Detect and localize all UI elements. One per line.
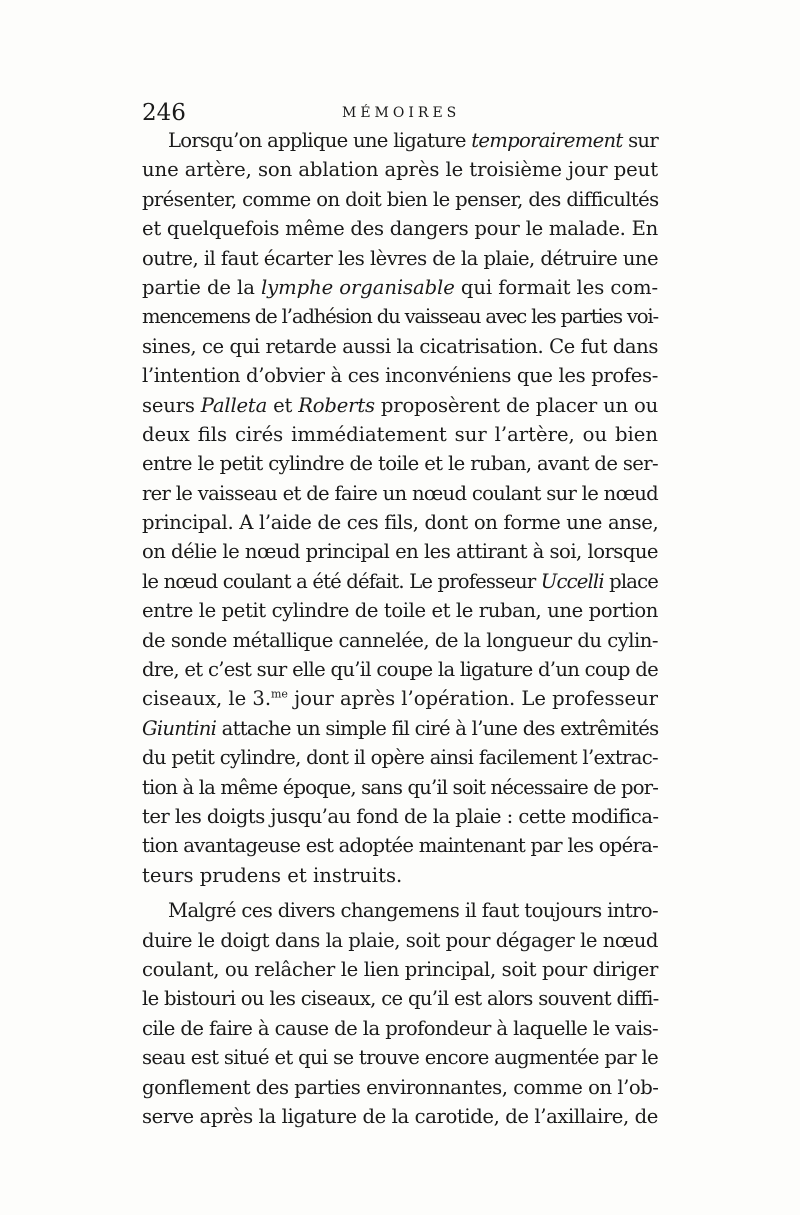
text-segment: sur bbox=[622, 129, 658, 152]
text-line bbox=[142, 773, 658, 802]
paragraph bbox=[142, 896, 658, 1131]
text-segment: coulant, ou relâcher le lien principal, soit pour diriger bbox=[142, 957, 658, 981]
text-line bbox=[142, 302, 658, 331]
text-segment: on délie le nœud principal en les attirant à soi, lorsque bbox=[142, 540, 658, 564]
text-line bbox=[142, 155, 658, 184]
text-line bbox=[142, 1043, 658, 1072]
text-line bbox=[142, 420, 658, 449]
italic-name: Uccelli bbox=[540, 569, 604, 593]
text-segment: le bistouri ou les ciseaux, ce qu’il est alors souvent diffi- bbox=[142, 987, 659, 1011]
text-line bbox=[142, 926, 658, 955]
text-segment: sines, ce qui retarde aussi la cicatrisation. Ce fut dans bbox=[142, 334, 658, 358]
text-line bbox=[142, 449, 658, 478]
text-segment: jour après l’opération. Le professeur bbox=[287, 687, 658, 711]
text-line bbox=[142, 714, 658, 743]
text-segment: du petit cylindre, dont il opère ainsi facilement l’extrac- bbox=[142, 746, 658, 770]
text-line bbox=[142, 391, 658, 420]
text-segment: tion avantageuse est adoptée maintenant par les opéra- bbox=[142, 834, 659, 858]
text-line bbox=[142, 596, 658, 625]
text-line bbox=[142, 126, 658, 155]
text-segment: entre le petit cylindre de toile et le ruban, une portion bbox=[142, 599, 658, 623]
text-line bbox=[142, 1014, 658, 1043]
text-segment: place bbox=[603, 569, 658, 593]
text-line bbox=[142, 861, 658, 890]
text-segment: mencemens de l’adhésion du vaisseau avec les parties voi- bbox=[142, 305, 658, 329]
text-segment: seurs bbox=[142, 393, 201, 417]
text-line bbox=[142, 185, 658, 214]
text-line bbox=[142, 1102, 658, 1131]
text-segment: tion à la même époque, sans qu’il soit nécessaire de por- bbox=[142, 775, 658, 799]
text-line bbox=[142, 626, 658, 655]
italic-name: Roberts bbox=[298, 393, 375, 417]
text-segment: principal. A l’aide de ces fils, dont on forme une anse, bbox=[142, 511, 659, 535]
text-line bbox=[142, 684, 658, 713]
text-segment: entre le petit cylindre de toile et le ruban, avant de ser- bbox=[142, 452, 658, 476]
text-segment: ter les doigts jusqu’au fond de la plaie : cette modifica- bbox=[142, 804, 659, 828]
text-segment: le nœud coulant a été défait. Le professeur bbox=[142, 569, 541, 593]
text-line bbox=[142, 743, 658, 772]
text-segment: teurs prudens et instruits. bbox=[142, 863, 403, 887]
text-segment: une artère, son ablation après le troisième jour peut bbox=[142, 158, 658, 182]
text-segment: partie de la bbox=[142, 275, 261, 299]
text-segment: présenter, comme on doit bien le penser, des difficultés bbox=[142, 187, 659, 211]
text-segment: l’intention d’obvier à ces inconvéniens que les profes- bbox=[142, 364, 658, 388]
text-segment: ciseaux, le 3. bbox=[142, 687, 272, 711]
superscript: me bbox=[271, 687, 288, 701]
text-segment: Malgré ces divers changemens il faut toujours intro- bbox=[168, 899, 658, 923]
text-line bbox=[142, 361, 658, 390]
text-line bbox=[142, 567, 658, 596]
italic-name: Palleta bbox=[200, 393, 268, 417]
text-segment: rer le vaisseau et de faire un nœud coulant sur le nœud bbox=[142, 481, 658, 505]
text-segment: duire le doigt dans la plaie, soit pour dégager le nœud bbox=[142, 928, 658, 952]
text-line bbox=[142, 244, 658, 273]
text-line bbox=[142, 273, 658, 302]
text-segment: cile de faire à cause de la profondeur à laquelle le vais- bbox=[142, 1016, 658, 1040]
text-segment: proposèrent de placer un ou bbox=[374, 393, 658, 417]
text-segment: deux fils cirés immédiatement sur l’artère, ou bien bbox=[142, 422, 658, 446]
page-number: 246 bbox=[142, 100, 186, 126]
text-segment: attache un simple fil ciré à l’une des extrêmités bbox=[216, 716, 659, 740]
text-line bbox=[142, 896, 658, 925]
italic-name: Giuntini bbox=[142, 716, 217, 740]
text-segment: outre, il faut écarter les lèvres de la plaie, détruire une bbox=[142, 246, 658, 270]
text-segment: serve après la ligature de la carotide, de l’axillaire, de bbox=[142, 1104, 658, 1128]
italic-name: lymphe organisable bbox=[260, 275, 455, 299]
text-segment: de sonde métallique cannelée, de la longueur du cylin- bbox=[142, 628, 658, 652]
italic-name: temporairement bbox=[471, 129, 623, 152]
running-head: MÉMOIRES bbox=[342, 105, 461, 121]
text-line bbox=[142, 802, 658, 831]
text-line bbox=[142, 332, 658, 361]
text-line bbox=[142, 508, 658, 537]
paragraph bbox=[142, 126, 658, 890]
text-line bbox=[142, 479, 658, 508]
text-line bbox=[142, 214, 658, 243]
text-line bbox=[142, 984, 658, 1013]
text-line bbox=[142, 1073, 658, 1102]
text-line bbox=[142, 831, 658, 860]
text-segment: seau est situé et qui se trouve encore augmentée par le bbox=[142, 1046, 658, 1070]
text-segment: qui formait les com- bbox=[454, 275, 658, 299]
text-segment: Lorsqu’on applique une ligature bbox=[168, 129, 472, 152]
text-segment: gonflement des parties environnantes, comme on l’ob- bbox=[142, 1075, 659, 1099]
text-segment: et bbox=[267, 393, 299, 417]
page-header bbox=[142, 100, 662, 126]
text-line bbox=[142, 955, 658, 984]
text-segment: et quelquefois même des dangers pour le malade. En bbox=[142, 217, 658, 241]
body-text bbox=[142, 126, 658, 1131]
text-line bbox=[142, 537, 658, 566]
text-segment: dre, et c’est sur elle qu’il coupe la ligature d’un coup de bbox=[142, 658, 658, 682]
text-line bbox=[142, 655, 658, 684]
